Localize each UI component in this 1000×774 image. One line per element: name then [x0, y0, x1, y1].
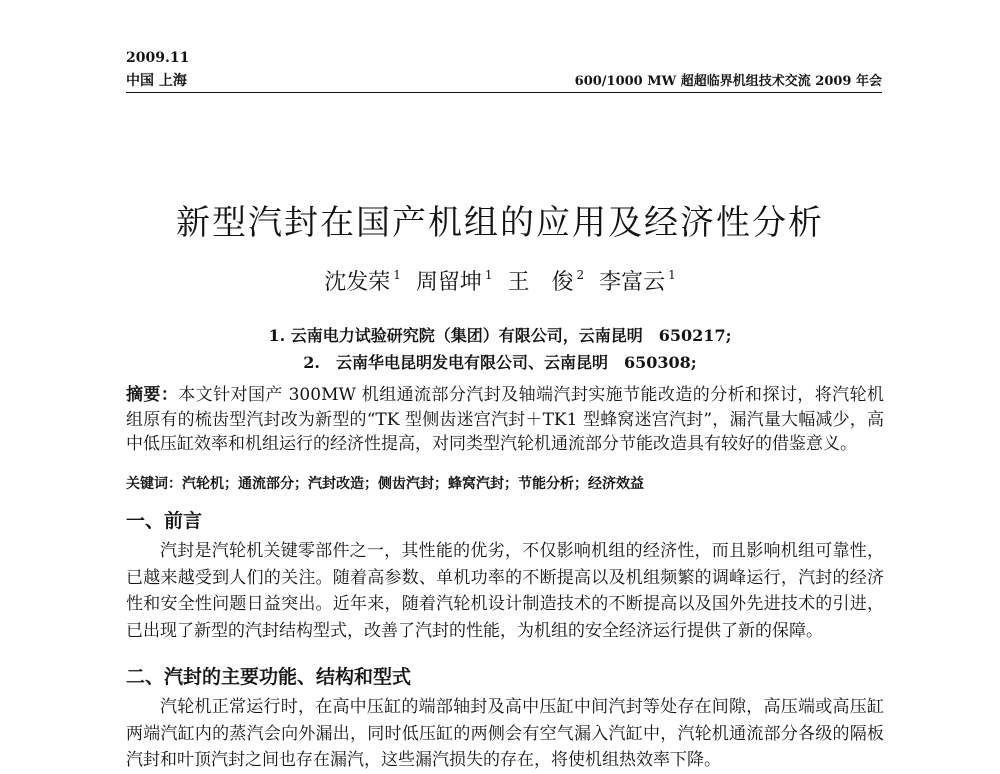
- author-affiliation-mark: 2: [576, 268, 585, 282]
- author-name: 王 俊: [507, 270, 574, 295]
- header-conference: 600/1000 MW 超超临界机组技术交流 2009 年会: [574, 74, 882, 89]
- author-list: [0, 265, 1000, 296]
- author-name: 沈发荣: [324, 270, 391, 295]
- author: [416, 270, 493, 295]
- section-body-seal-functions: 汽轮机正常运行时，在高中压缸的端部轴封及高中压缸中间汽封等处存在间隙，高压端或高压缸两端汽缸内的蒸汽会向外漏出，同时低压缸的两侧会有空气漏入汽缸中，汽轮机通流部分各级的隔板汽封和叶顶汽封之间也存在漏汽，这些漏汽损失的存在，将使机组热效率下降。: [126, 697, 884, 770]
- section-body-introduction: 汽封是汽轮机关键零部件之一，其性能的优劣，不仅影响机组的经济性，而且影响机组可靠性，已越来越受到人们的关注。随着高参数、单机功率的不断提高以及机组频繁的调峰运行，汽封的经济性和安全性问题日益突出。近年来，随着汽轮机设计制造技术的不断提高以及国外先进技术的引进，已出现了新型的汽封结构型式，改善了汽封的性能，为机组的安全经济运行提供了新的保障。: [126, 541, 884, 641]
- author: [599, 270, 676, 295]
- author: [324, 270, 401, 295]
- section-heading-introduction: 一、前言: [126, 510, 203, 532]
- author-name: 李富云: [599, 270, 666, 295]
- author-affiliation-mark: 1: [484, 268, 493, 282]
- abstract-text: 本文针对国产 300MW 机组通流部分汽封及轴端汽封实施节能改造的分析和探讨，将汽轮机组原有的梳齿型汽封改为新型的“TK 型侧齿迷宫汽封＋TK1 型蜂窝迷宫汽封”，漏汽量大幅减少，高中低压缸效率和机组运行的经济性提高，对同类型汽轮机通流部分节能改造具有较好的借鉴意义。: [126, 385, 884, 454]
- header-rule: [126, 92, 882, 93]
- abstract: [126, 383, 884, 457]
- header-date: 2009.11: [126, 50, 190, 66]
- affiliation-2: 2. 云南华电昆明发电有限公司、云南昆明 650308;: [303, 353, 697, 372]
- paper-title: 新型汽封在国产机组的应用及经济性分析: [176, 203, 824, 243]
- author: [508, 270, 585, 295]
- section-heading-seal-functions: 二、汽封的主要功能、结构和型式: [126, 666, 412, 688]
- keywords: 关键词：汽轮机；通流部分；汽封改造；侧齿汽封；蜂窝汽封；节能分析；经济效益: [126, 476, 644, 492]
- affiliation-1: 1. 云南电力试验研究院（集团）有限公司，云南昆明 650217;: [268, 326, 732, 345]
- author-name: 周留坤: [415, 270, 482, 295]
- header-place: 中国 上海: [126, 73, 187, 89]
- author-affiliation-mark: 1: [393, 268, 401, 282]
- author-affiliation-mark: 1: [668, 268, 676, 282]
- abstract-label: 摘要：: [126, 385, 179, 405]
